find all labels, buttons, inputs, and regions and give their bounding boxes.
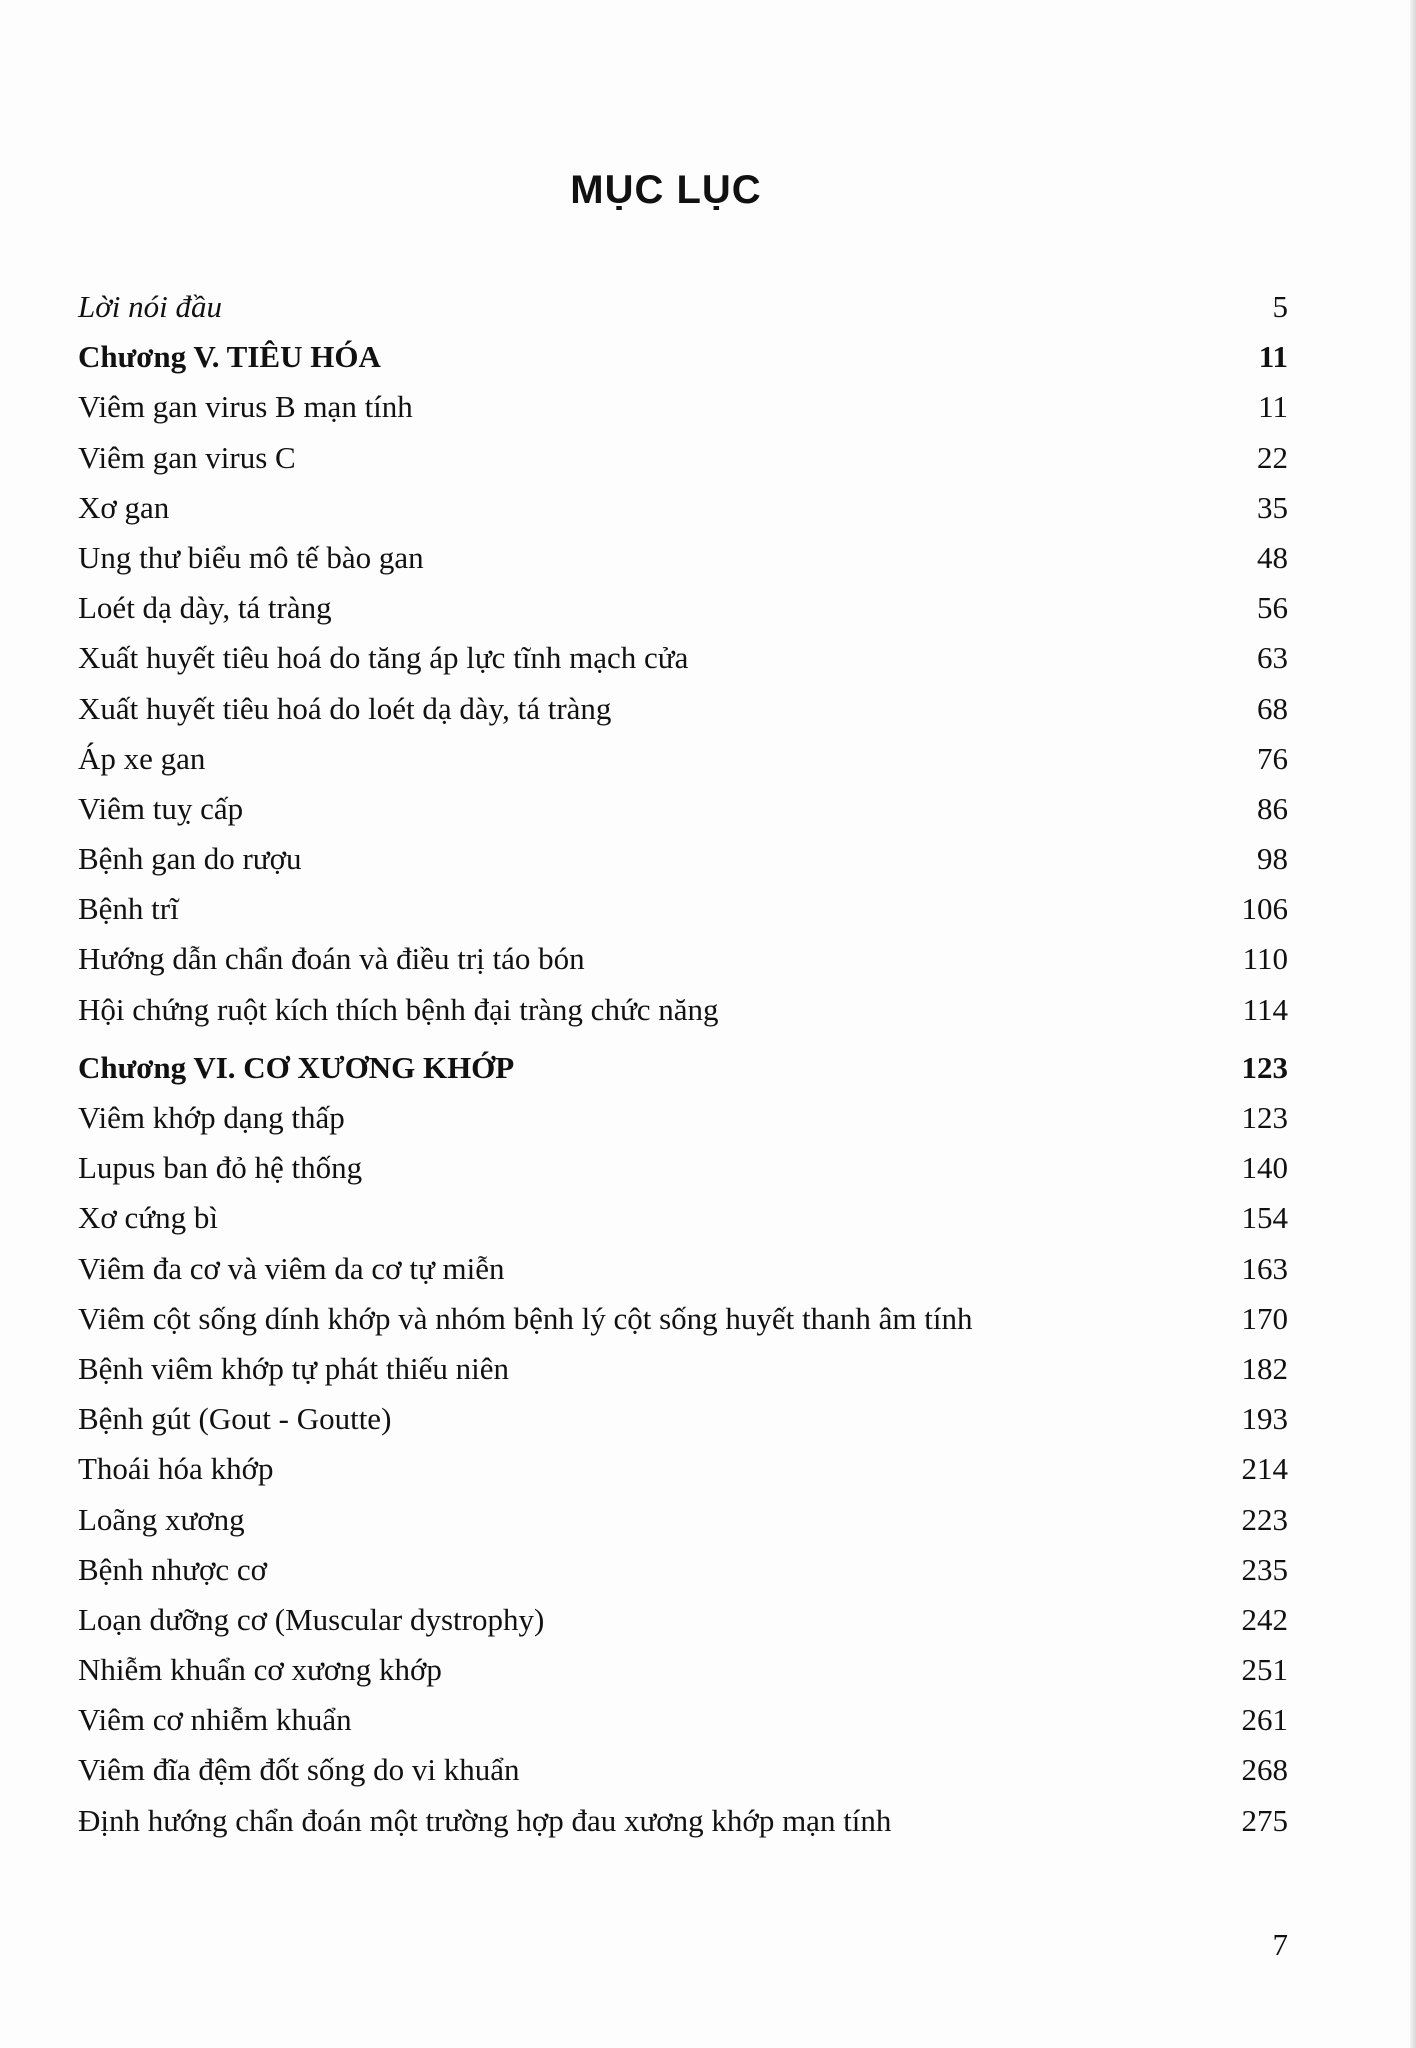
toc-chapter-label: Chương VI. CƠ XƯƠNG KHỚP bbox=[78, 1049, 515, 1085]
toc-chapter-label: Chương V. TIÊU HÓA bbox=[78, 339, 381, 375]
toc-entry-label: Xuất huyết tiêu hoá do tăng áp lực tĩnh mạch cửa bbox=[78, 640, 689, 676]
toc-entry-label: Hướng dẫn chẩn đoán và điều trị táo bón bbox=[78, 941, 585, 977]
toc-entry-label: Hội chứng ruột kích thích bệnh đại tràng chức năng bbox=[78, 991, 719, 1027]
toc-entry-label: Viêm đĩa đệm đốt sống do vi khuẩn bbox=[78, 1752, 520, 1788]
toc-entry bbox=[78, 1244, 1288, 1294]
toc-entry-label: Định hướng chẩn đoán một trường hợp đau xương khớp mạn tính bbox=[78, 1802, 892, 1838]
toc-entry bbox=[78, 1645, 1288, 1695]
toc-entry-label: Áp xe gan bbox=[78, 740, 206, 776]
toc-entry-page: 76 bbox=[1257, 740, 1288, 776]
toc-entry bbox=[78, 1093, 1288, 1143]
toc-entry-label: Bệnh viêm khớp tự phát thiếu niên bbox=[78, 1350, 509, 1386]
toc-entry-page: 98 bbox=[1257, 841, 1288, 877]
toc-entry-page: 106 bbox=[1241, 891, 1288, 927]
toc-entry-label: Lời nói đầu bbox=[78, 289, 223, 324]
toc-entry bbox=[78, 1143, 1288, 1193]
toc-entry-label: Viêm tuỵ cấp bbox=[78, 790, 244, 826]
toc-entry-page: 261 bbox=[1241, 1702, 1288, 1738]
page-number: 7 bbox=[1272, 1927, 1288, 1962]
toc-entry-page: 251 bbox=[1241, 1652, 1288, 1688]
toc-entry-label: Nhiễm khuẩn cơ xương khớp bbox=[78, 1652, 442, 1688]
toc-entry bbox=[78, 985, 1288, 1035]
toc-entry bbox=[78, 934, 1288, 984]
toc-entry-label: Viêm gan virus C bbox=[78, 439, 296, 475]
toc-entry-label: Lupus ban đỏ hệ thống bbox=[78, 1150, 363, 1186]
toc-entry-page: 268 bbox=[1241, 1752, 1288, 1788]
toc-entry-label: Thoái hóa khớp bbox=[78, 1451, 274, 1487]
toc-entry bbox=[78, 784, 1288, 834]
toc-entry-label: Viêm cơ nhiễm khuẩn bbox=[78, 1702, 352, 1738]
toc-entry bbox=[78, 533, 1288, 583]
toc-entry-page: 86 bbox=[1257, 790, 1288, 826]
toc-entry bbox=[78, 1796, 1288, 1846]
toc-entry-page: 123 bbox=[1241, 1100, 1288, 1135]
toc-chapter-heading bbox=[78, 1043, 1288, 1093]
toc-entry-page: 35 bbox=[1257, 489, 1288, 525]
toc-entry-page: 56 bbox=[1257, 590, 1288, 626]
toc-entry bbox=[78, 734, 1288, 784]
toc-entry bbox=[78, 834, 1288, 884]
toc-chapter-page: 123 bbox=[1241, 1049, 1288, 1085]
toc-entry-page: 154 bbox=[1241, 1200, 1288, 1236]
toc-entry-page: 223 bbox=[1241, 1501, 1288, 1537]
toc-chapter-page: 11 bbox=[1258, 339, 1288, 375]
toc-entry-label: Bệnh gan do rượu bbox=[78, 841, 302, 877]
page-edge-shadow bbox=[1410, 0, 1416, 2048]
toc-entry bbox=[78, 1444, 1288, 1494]
toc-entry-page: 242 bbox=[1241, 1601, 1288, 1637]
toc-entry-page: 193 bbox=[1241, 1401, 1288, 1437]
toc-entry-label: Ung thư biểu mô tế bào gan bbox=[78, 539, 424, 575]
toc-entry-page: 140 bbox=[1241, 1150, 1288, 1186]
toc-entry bbox=[78, 1294, 1288, 1344]
toc-entry-page: 11 bbox=[1258, 389, 1288, 425]
toc-entry-label: Loạn dưỡng cơ (Muscular dystrophy) bbox=[78, 1601, 545, 1637]
toc-entry-label: Bệnh trĩ bbox=[78, 891, 179, 927]
toc-entry-label: Xuất huyết tiêu hoá do loét dạ dày, tá tràng bbox=[78, 690, 612, 726]
toc-entry-label: Viêm gan virus B mạn tính bbox=[78, 389, 413, 425]
toc-entry-label: Bệnh nhược cơ bbox=[78, 1551, 268, 1587]
toc-entry bbox=[78, 382, 1288, 432]
toc-entry bbox=[78, 483, 1288, 533]
toc-entry-label: Viêm đa cơ và viêm da cơ tự miễn bbox=[78, 1250, 505, 1286]
toc-entry-label: Xơ gan bbox=[78, 489, 170, 525]
toc-entry bbox=[78, 1193, 1288, 1243]
toc-entry bbox=[78, 684, 1288, 734]
page-title: MỤC LỤC bbox=[570, 168, 762, 212]
toc-entry-page: 5 bbox=[1272, 289, 1288, 324]
toc-entry-page: 63 bbox=[1257, 640, 1288, 676]
toc-chapter-heading bbox=[78, 332, 1288, 382]
toc-entry-page: 48 bbox=[1257, 539, 1288, 575]
toc-entry bbox=[78, 1595, 1288, 1645]
toc-entry-page: 275 bbox=[1241, 1802, 1288, 1838]
toc-entry bbox=[78, 633, 1288, 683]
toc-entry-preface bbox=[78, 282, 1288, 332]
toc-entry-page: 114 bbox=[1242, 991, 1288, 1027]
toc-entry-page: 182 bbox=[1241, 1350, 1288, 1386]
toc-entry bbox=[78, 1344, 1288, 1394]
toc-entry bbox=[78, 433, 1288, 483]
toc-entry bbox=[78, 1545, 1288, 1595]
toc-entry-page: 68 bbox=[1257, 690, 1288, 726]
toc-entry-page: 163 bbox=[1241, 1250, 1288, 1286]
toc-entry bbox=[78, 583, 1288, 633]
toc-entry bbox=[78, 1695, 1288, 1745]
table-of-contents bbox=[78, 282, 1288, 1846]
toc-entry-label: Viêm khớp dạng thấp bbox=[78, 1100, 345, 1135]
toc-entry bbox=[78, 1495, 1288, 1545]
toc-entry-page: 214 bbox=[1241, 1451, 1288, 1487]
toc-entry-page: 22 bbox=[1257, 439, 1288, 475]
toc-entry-label: Loét dạ dày, tá tràng bbox=[78, 590, 332, 626]
toc-entry bbox=[78, 1394, 1288, 1444]
toc-entry bbox=[78, 884, 1288, 934]
toc-entry-label: Xơ cứng bì bbox=[78, 1200, 218, 1236]
toc-entry-page: 170 bbox=[1241, 1300, 1288, 1336]
toc-entry-label: Bệnh gút (Gout - Goutte) bbox=[78, 1401, 392, 1437]
toc-entry-label: Viêm cột sống dính khớp và nhóm bệnh lý cột sống huyết thanh âm tính bbox=[78, 1300, 973, 1336]
toc-entry-page: 235 bbox=[1241, 1551, 1288, 1587]
toc-entry-page: 110 bbox=[1242, 941, 1288, 977]
toc-entry bbox=[78, 1745, 1288, 1795]
toc-entry-label: Loãng xương bbox=[78, 1501, 245, 1537]
